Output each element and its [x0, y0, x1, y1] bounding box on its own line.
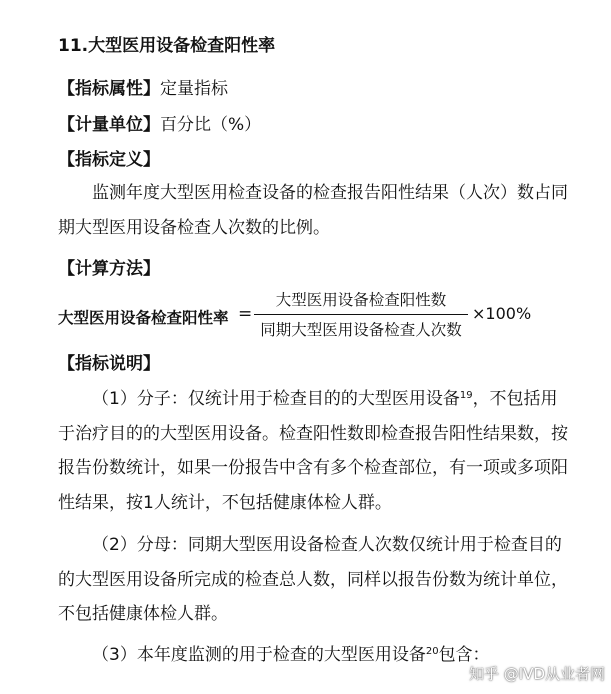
explanation-heading: 【指标说明】	[58, 354, 160, 374]
unit-label: 【计量单位】	[58, 115, 160, 135]
p3-rest: 包含：	[438, 645, 490, 665]
explanation-p1	[58, 382, 573, 520]
p3-text: （3）本年度监测的用于检查的大型医用设备	[92, 645, 426, 665]
attribute-row	[58, 77, 228, 101]
explanation-label	[58, 352, 160, 376]
definition-text: 监测年度大型医用检查设备的检查报告阳性结果（人次）数占同期大型医用设备检查人次数的比例。	[58, 183, 568, 238]
unit-row	[58, 113, 261, 137]
watermark: 知乎 @IVD从业者网	[468, 665, 605, 683]
calculation-label	[58, 257, 160, 281]
fraction-bar	[254, 314, 468, 315]
calculation-heading: 【计算方法】	[58, 259, 160, 279]
formula-multiplier: ×100%	[472, 304, 532, 323]
formula-denominator: 同期大型医用设备检查人次数	[260, 321, 462, 339]
p1-rest: ，不包括用于治疗目的的大型医用设备。检查阳性数即检查报告阳性结果数，按报告份数统计，如果一份报告中含有多个检查部位，有一项或多项阳性结果，按1人统计，不包括健康体检人群。	[58, 389, 568, 513]
definition-heading: 【指标定义】	[58, 150, 160, 170]
formula-fraction	[254, 288, 468, 342]
p2-text: （2）分母：同期大型医用设备检查人次数仅统计用于检查目的的大型医用设备所完成的检查总人数，同样以报告份数为统计单位，不包括健康体检人群。	[58, 535, 568, 624]
rate-formula	[58, 288, 578, 348]
section-title: 11.大型医用设备检查阳性率	[58, 36, 276, 56]
attribute-label: 【指标属性】	[58, 79, 160, 99]
attribute-value: 定量指标	[160, 79, 228, 99]
formula-lhs: 大型医用设备检查阳性率	[58, 309, 229, 327]
formula-numerator: 大型医用设备检查阳性数	[275, 291, 447, 309]
formula-equals: =	[238, 304, 253, 324]
definition-label	[58, 148, 160, 172]
definition-paragraph	[58, 176, 573, 245]
explanation-p2	[58, 528, 573, 632]
unit-value: 百分比（%）	[160, 115, 262, 135]
p1-text: （1）分子：仅统计用于检查目的的大型医用设备	[92, 389, 460, 409]
p3-footnote: 20	[425, 646, 439, 657]
p1-footnote: 19	[459, 390, 473, 401]
